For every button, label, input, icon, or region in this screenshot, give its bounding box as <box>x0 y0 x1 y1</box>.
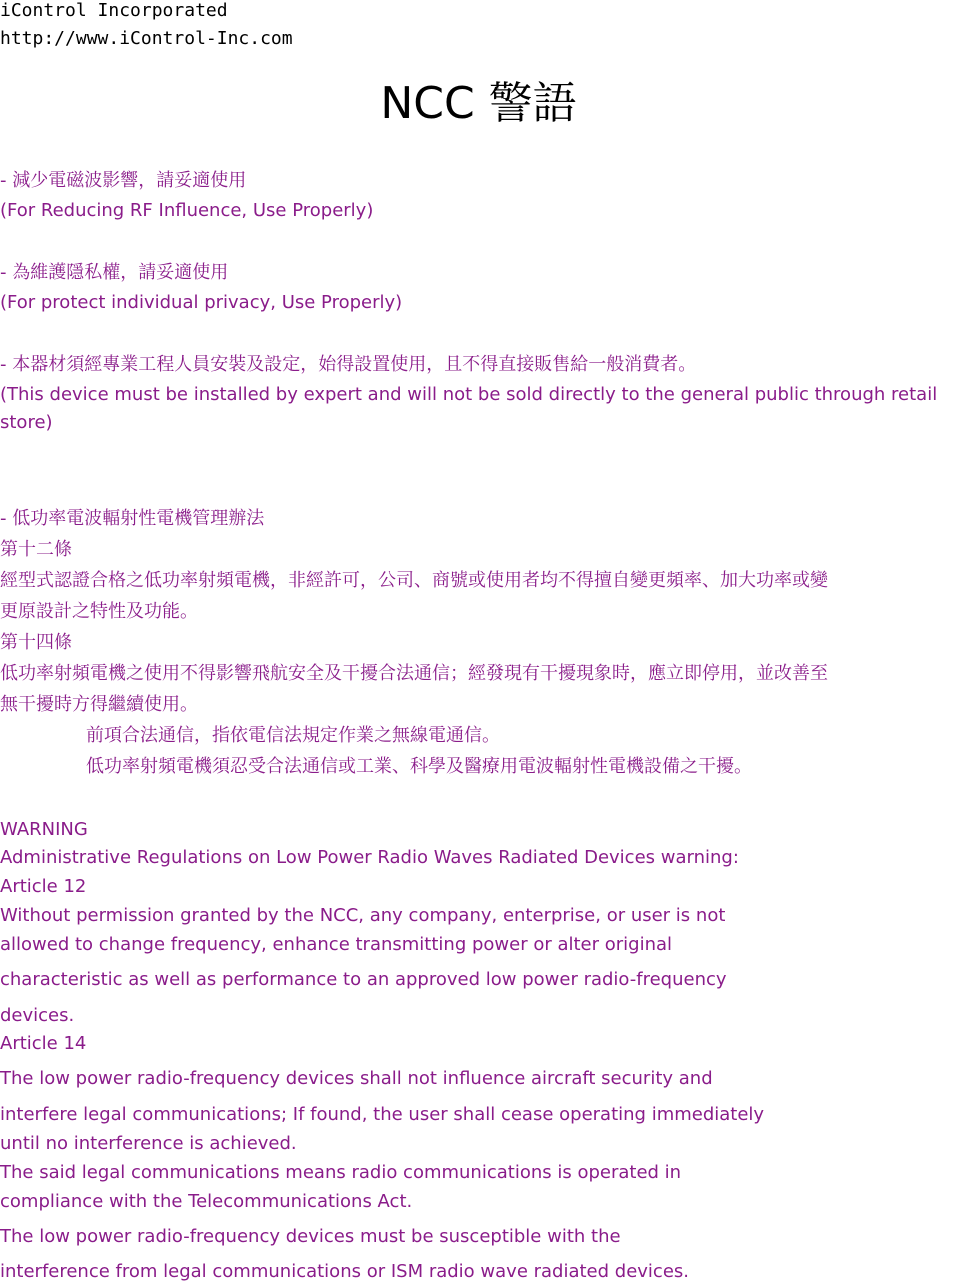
bullet-en-privacy: (For protect individual privacy, Use Properly) <box>0 292 403 313</box>
bullet-zh-install: - 本器材須經專業工程人員安裝及設定，始得設置使用，且不得直接販售給一般消費者。 <box>0 354 697 375</box>
article-12-text-2: 更原設計之特性及功能。 <box>0 601 198 622</box>
article-12-heading: 第十二條 <box>0 539 72 560</box>
article-14-text-2: 無干擾時方得繼續使用。 <box>0 694 198 715</box>
warning-article-12-text-2: allowed to change frequency, enhance transmitting power or alter original <box>0 934 673 955</box>
warning-article-12-text-1: Without permission granted by the NCC, any company, enterprise, or user is not <box>0 905 726 926</box>
article-14-text-1: 低功率射頻電機之使用不得影響飛航安全及干擾合法通信；經發現有干擾現象時，應立即停用，並改善至 <box>0 663 828 684</box>
warning-regulation-title: Administrative Regulations on Low Power Radio Waves Radiated Devices warning: <box>0 847 739 868</box>
warning-article-14-text-5: compliance with the Telecommunications Act. <box>0 1191 413 1212</box>
article-12-text-1: 經型式認證合格之低功率射頻電機，非經許可，公司、商號或使用者均不得擅自變更頻率、加大功率或變 <box>0 570 828 591</box>
warning-article-12-text-4: devices. <box>0 1005 75 1026</box>
warning-article-14-text-3: until no interference is achieved. <box>0 1133 297 1154</box>
warning-article-14-text-1: The low power radio-frequency devices shall not influence aircraft security and <box>0 1068 713 1089</box>
article-14-clause-2: 低功率射頻電機須忍受合法通信或工業、科學及醫療用電波輻射性電機設備之干擾。 <box>86 756 752 777</box>
page-title: NCC 警語 <box>380 78 577 129</box>
warning-article-14-text-2: interfere legal communications; If found, the user shall cease operating immediately <box>0 1104 765 1125</box>
warning-heading: WARNING <box>0 819 88 840</box>
company-name: iControl Incorporated <box>0 0 228 21</box>
bullet-zh-rf: - 減少電磁波影響，請妥適使用 <box>0 170 247 191</box>
article-14-heading: 第十四條 <box>0 632 72 653</box>
article-14-clause-1: 前項合法通信，指依電信法規定作業之無線電通信。 <box>86 725 500 746</box>
company-url[interactable]: http://www.iControl-Inc.com <box>0 28 293 49</box>
bullet-en-install-1: (This device must be installed by expert and will not be sold directly to the general public through retail <box>0 384 938 405</box>
warning-article-14: Article 14 <box>0 1033 87 1054</box>
warning-article-12-text-3: characteristic as well as performance to an approved low power radio-frequency <box>0 969 727 990</box>
bullet-en-install-2: store) <box>0 412 53 433</box>
warning-article-14-text-4: The said legal communications means radio communications is operated in <box>0 1162 682 1183</box>
regulation-title: - 低功率電波輻射性電機管理辦法 <box>0 508 265 529</box>
bullet-zh-privacy: - 為維護隱私權，請妥適使用 <box>0 262 229 283</box>
warning-article-14-text-7: interference from legal communications or ISM radio wave radiated devices. <box>0 1261 690 1282</box>
warning-article-14-text-6: The low power radio-frequency devices must be susceptible with the <box>0 1226 621 1247</box>
bullet-en-rf: (For Reducing RF Influence, Use Properly) <box>0 200 374 221</box>
warning-article-12: Article 12 <box>0 876 87 897</box>
